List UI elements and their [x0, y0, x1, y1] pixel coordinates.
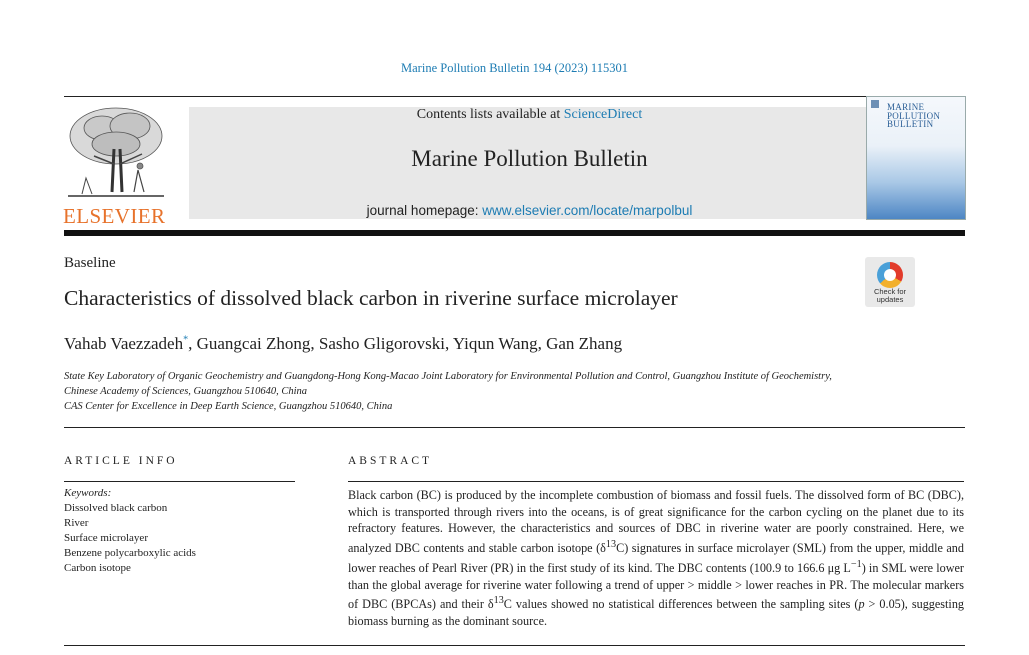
keyword-item: Benzene polycarboxylic acids	[64, 547, 196, 559]
abstract-text: C) signatures in surface microlayer (SML) from the upper, middle and lower reaches of Pearl River (PR) in the first study of its kind. The DBC contents (100.9 to 166.6 μg L	[348, 541, 964, 575]
article-info-divider	[64, 481, 295, 482]
keywords-list	[64, 486, 196, 576]
keywords-label: Keywords:	[64, 487, 112, 499]
abstract-text: > 0.05), suggesting biomass burning as the dominant source.	[348, 597, 965, 629]
journal-cover-image[interactable]	[866, 96, 966, 220]
keyword-item: Carbon isotope	[64, 562, 131, 574]
author-name[interactable]: Yiqun Wang	[452, 334, 538, 353]
affiliations	[64, 369, 864, 414]
article-type: Baseline	[64, 255, 116, 271]
check-updates-icon	[877, 262, 903, 288]
abstract-body	[348, 487, 964, 630]
author-name[interactable]: Vahab Vaezzadeh	[64, 334, 184, 353]
article-title: Characteristics of dissolved black carbon in riverine surface microlayer	[64, 286, 678, 310]
journal-title: Marine Pollution Bulletin	[411, 146, 648, 171]
author-list: Vahab Vaezzadeh*, Guangcai Zhong, Sasho Gligorovski, Yiqun Wang, Gan Zhang	[64, 334, 623, 353]
section-divider	[64, 427, 965, 428]
contents-prefix: Contents lists available at	[416, 107, 564, 122]
abstract-heading: ABSTRACT	[348, 455, 433, 467]
corresponding-author-mark[interactable]: *	[183, 334, 189, 346]
p-value-symbol: p	[858, 597, 865, 612]
sciencedirect-link[interactable]: ScienceDirect	[563, 107, 643, 122]
isotope-superscript: 13	[493, 595, 504, 607]
journal-citation[interactable]: Marine Pollution Bulletin 194 (2023) 115301	[401, 61, 628, 75]
author-name[interactable]: Guangcai Zhong	[196, 334, 311, 353]
keyword-item: River	[64, 517, 89, 529]
affiliation-item: CAS Center for Excellence in Deep Earth Science, Guangzhou 510640, China	[64, 401, 393, 412]
abstract-text: Black carbon (BC) is produced by the incomplete combustion of biomass and fossil fuels. The dissolved form of BC (DBC), which is transported through rivers into the oceans, is of great significance for the carbon cycling on the planet due to its refractory features. However, the characteristics and sources of DBC in riverine water are poorly constrained. Here, we analyzed DBC contents and stable carbon isotope (δ	[348, 488, 964, 556]
homepage-line	[189, 203, 870, 218]
author-name[interactable]: Sasho Gligorovski	[318, 334, 445, 353]
bottom-divider	[64, 645, 965, 646]
check-for-updates-button[interactable]	[865, 257, 915, 307]
isotope-superscript: 13	[605, 539, 617, 551]
abstract-text: ) in SML were lower than the global average for riverine water following a trend of upper > middle > lower reaches in PR. The molecular markers of DBC (BPCAs) and their δ	[348, 560, 964, 612]
keyword-item: Surface microlayer	[64, 532, 148, 544]
author-name[interactable]: Gan Zhang	[546, 334, 623, 353]
abstract-divider	[348, 481, 964, 482]
keyword-item: Dissolved black carbon	[64, 502, 168, 514]
check-updates-label: Check for updates	[873, 287, 907, 304]
cover-publisher-mark	[871, 100, 879, 108]
article-info-heading: ARTICLE INFO	[64, 455, 178, 467]
top-divider	[64, 96, 965, 97]
publisher-wordmark: ELSEVIER	[63, 204, 166, 228]
affiliation-item: State Key Laboratory of Organic Geochemistry and Guangdong-Hong Kong-Macao Joint Laboratory for Environmental Pollution and Control, Guangzhou Institute of Geochemistry, Chinese Academy of Sciences, Guangzhou 510640, China	[64, 371, 832, 397]
homepage-link[interactable]: www.elsevier.com/locate/marpolbul	[482, 203, 693, 218]
header-thick-divider	[64, 230, 965, 236]
homepage-label: journal homepage:	[366, 203, 483, 218]
abstract-text: C values showed no statistical differences between the sampling sites (	[503, 597, 859, 612]
cover-title: MARINE POLLUTION BULLETIN	[887, 102, 941, 129]
unit-superscript: −1	[850, 558, 862, 570]
contents-line	[189, 107, 870, 123]
